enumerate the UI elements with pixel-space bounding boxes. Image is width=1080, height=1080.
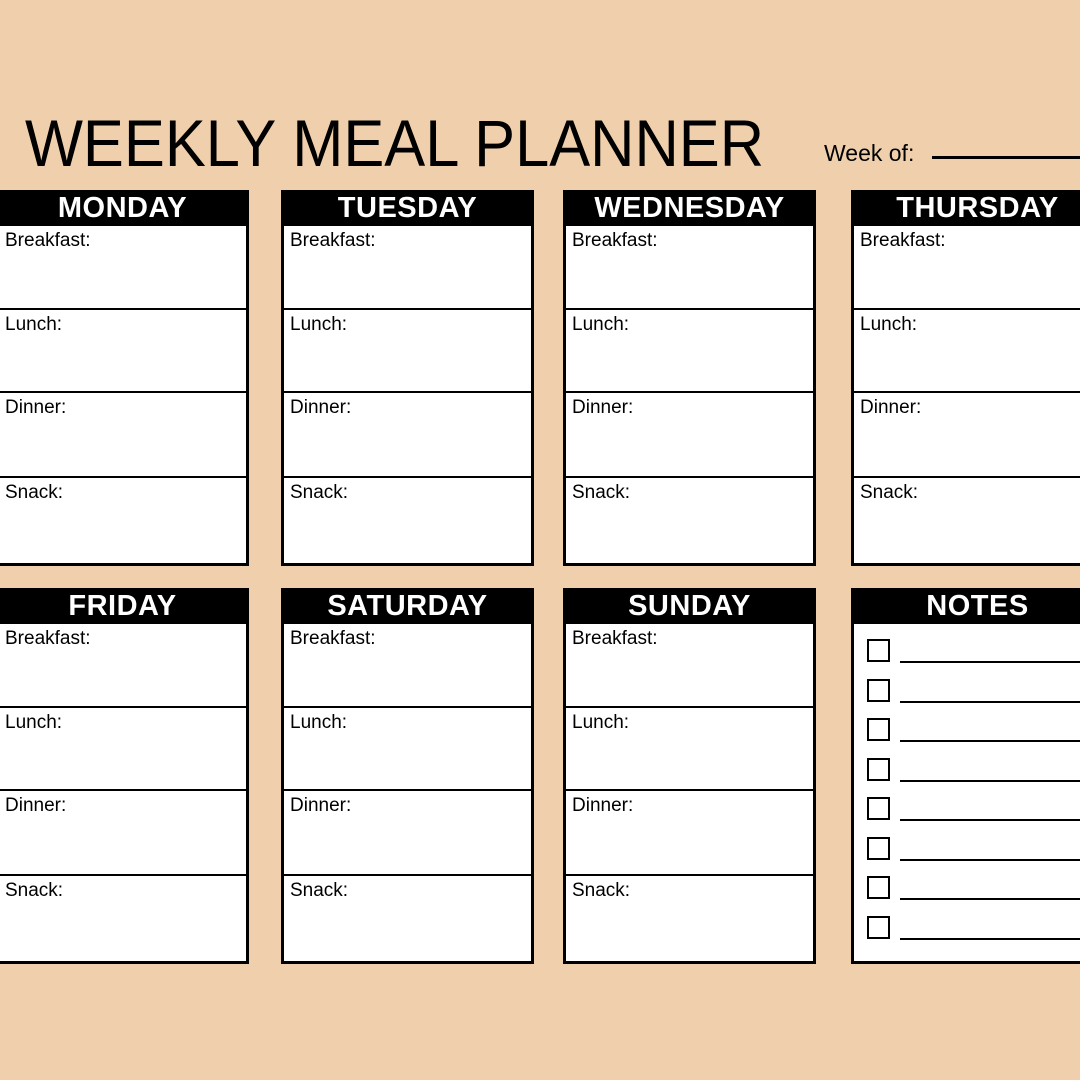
meal-label-snack: Snack: bbox=[572, 880, 631, 901]
meal-label-snack: Snack: bbox=[860, 482, 919, 503]
meal-label-snack: Snack: bbox=[290, 880, 349, 901]
day-card-header bbox=[563, 588, 816, 624]
meal-section-lunch[interactable] bbox=[284, 308, 531, 391]
notes-title: NOTES bbox=[926, 589, 1029, 622]
note-row bbox=[867, 679, 1080, 702]
day-card-body bbox=[281, 226, 534, 566]
meal-section-dinner[interactable] bbox=[284, 391, 531, 476]
meal-label-dinner: Dinner: bbox=[572, 397, 634, 418]
meal-section-breakfast[interactable] bbox=[566, 226, 813, 308]
day-card-tuesday bbox=[281, 190, 534, 566]
day-card-friday bbox=[0, 588, 249, 964]
meal-label-lunch: Lunch: bbox=[290, 314, 348, 335]
meal-label-dinner: Dinner: bbox=[572, 795, 634, 816]
note-write-line[interactable] bbox=[900, 859, 1080, 861]
meal-section-lunch[interactable] bbox=[854, 308, 1080, 391]
day-card-body bbox=[851, 226, 1080, 566]
day-name: SUNDAY bbox=[628, 589, 751, 622]
meal-section-dinner[interactable] bbox=[284, 789, 531, 874]
meal-label-breakfast: Breakfast: bbox=[572, 230, 658, 251]
note-row bbox=[867, 797, 1080, 820]
note-write-line[interactable] bbox=[900, 938, 1080, 940]
note-write-line[interactable] bbox=[900, 819, 1080, 821]
note-row bbox=[867, 876, 1080, 899]
meal-label-lunch: Lunch: bbox=[572, 712, 630, 733]
note-checkbox[interactable] bbox=[867, 876, 890, 899]
day-card-body bbox=[563, 624, 816, 964]
day-name: FRIDAY bbox=[68, 589, 177, 622]
meal-section-snack[interactable] bbox=[566, 476, 813, 563]
meal-section-snack[interactable] bbox=[854, 476, 1080, 563]
meal-label-snack: Snack: bbox=[5, 482, 64, 503]
note-row bbox=[867, 916, 1080, 939]
note-write-line[interactable] bbox=[900, 661, 1080, 663]
meal-label-dinner: Dinner: bbox=[290, 397, 352, 418]
day-name: TUESDAY bbox=[337, 191, 478, 224]
meal-label-dinner: Dinner: bbox=[5, 795, 67, 816]
day-card-body bbox=[563, 226, 816, 566]
meal-label-dinner: Dinner: bbox=[860, 397, 922, 418]
day-card-header bbox=[563, 190, 816, 226]
meal-section-dinner[interactable] bbox=[0, 391, 246, 476]
meal-label-lunch: Lunch: bbox=[290, 712, 348, 733]
notes-card bbox=[851, 588, 1080, 964]
meal-section-dinner[interactable] bbox=[0, 789, 246, 874]
meal-section-breakfast[interactable] bbox=[0, 624, 246, 706]
day-card-header bbox=[0, 190, 249, 226]
meal-section-dinner[interactable] bbox=[566, 391, 813, 476]
note-checkbox[interactable] bbox=[867, 639, 890, 662]
meal-label-lunch: Lunch: bbox=[860, 314, 918, 335]
day-name: WEDNESDAY bbox=[594, 191, 785, 224]
day-card-sunday bbox=[563, 588, 816, 964]
day-name: MONDAY bbox=[57, 191, 188, 224]
day-card-body bbox=[0, 226, 249, 566]
meal-label-snack: Snack: bbox=[572, 482, 631, 503]
meal-label-breakfast: Breakfast: bbox=[290, 628, 376, 649]
day-card-monday bbox=[0, 190, 249, 566]
day-name: THURSDAY bbox=[896, 191, 1059, 224]
meal-section-lunch[interactable] bbox=[0, 706, 246, 789]
week-of-write-line[interactable] bbox=[932, 156, 1080, 159]
note-checkbox[interactable] bbox=[867, 916, 890, 939]
day-card-saturday bbox=[281, 588, 534, 964]
note-checkbox[interactable] bbox=[867, 679, 890, 702]
meal-label-lunch: Lunch: bbox=[5, 712, 63, 733]
meal-label-snack: Snack: bbox=[5, 880, 64, 901]
notes-header bbox=[851, 588, 1080, 624]
day-card-wednesday bbox=[563, 190, 816, 566]
meal-section-snack[interactable] bbox=[284, 476, 531, 563]
meal-section-dinner[interactable] bbox=[854, 391, 1080, 476]
day-card-body bbox=[0, 624, 249, 964]
note-write-line[interactable] bbox=[900, 780, 1080, 782]
meal-section-snack[interactable] bbox=[284, 874, 531, 961]
note-write-line[interactable] bbox=[900, 740, 1080, 742]
week-of-label: Week of: bbox=[824, 140, 915, 166]
note-row bbox=[867, 639, 1080, 662]
meal-section-breakfast[interactable] bbox=[854, 226, 1080, 308]
note-row bbox=[867, 718, 1080, 741]
note-checkbox[interactable] bbox=[867, 758, 890, 781]
meal-label-lunch: Lunch: bbox=[5, 314, 63, 335]
meal-label-breakfast: Breakfast: bbox=[5, 230, 91, 251]
page-title: WEEKLY MEAL PLANNER bbox=[25, 106, 765, 180]
note-row bbox=[867, 758, 1080, 781]
meal-section-breakfast[interactable] bbox=[566, 624, 813, 706]
meal-section-breakfast[interactable] bbox=[284, 226, 531, 308]
day-name: SATURDAY bbox=[327, 589, 488, 622]
meal-section-lunch[interactable] bbox=[0, 308, 246, 391]
meal-section-snack[interactable] bbox=[0, 874, 246, 961]
note-write-line[interactable] bbox=[900, 701, 1080, 703]
day-card-header bbox=[281, 190, 534, 226]
meal-label-dinner: Dinner: bbox=[290, 795, 352, 816]
note-checkbox[interactable] bbox=[867, 837, 890, 860]
meal-section-breakfast[interactable] bbox=[0, 226, 246, 308]
day-card-thursday bbox=[851, 190, 1080, 566]
note-write-line[interactable] bbox=[900, 898, 1080, 900]
day-card-header bbox=[851, 190, 1080, 226]
meal-label-breakfast: Breakfast: bbox=[860, 230, 946, 251]
meal-section-lunch[interactable] bbox=[566, 308, 813, 391]
meal-label-dinner: Dinner: bbox=[5, 397, 67, 418]
meal-section-lunch[interactable] bbox=[284, 706, 531, 789]
meal-label-breakfast: Breakfast: bbox=[572, 628, 658, 649]
note-checkbox[interactable] bbox=[867, 718, 890, 741]
meal-section-snack[interactable] bbox=[566, 874, 813, 961]
meal-label-snack: Snack: bbox=[290, 482, 349, 503]
meal-label-lunch: Lunch: bbox=[572, 314, 630, 335]
note-row bbox=[867, 837, 1080, 860]
meal-section-lunch[interactable] bbox=[566, 706, 813, 789]
notes-body bbox=[851, 624, 1080, 964]
day-card-body bbox=[281, 624, 534, 964]
meal-section-dinner[interactable] bbox=[566, 789, 813, 874]
meal-label-breakfast: Breakfast: bbox=[290, 230, 376, 251]
day-card-header bbox=[281, 588, 534, 624]
day-card-header bbox=[0, 588, 249, 624]
meal-section-snack[interactable] bbox=[0, 476, 246, 563]
meal-section-breakfast[interactable] bbox=[284, 624, 531, 706]
note-checkbox[interactable] bbox=[867, 797, 890, 820]
meal-label-breakfast: Breakfast: bbox=[5, 628, 91, 649]
